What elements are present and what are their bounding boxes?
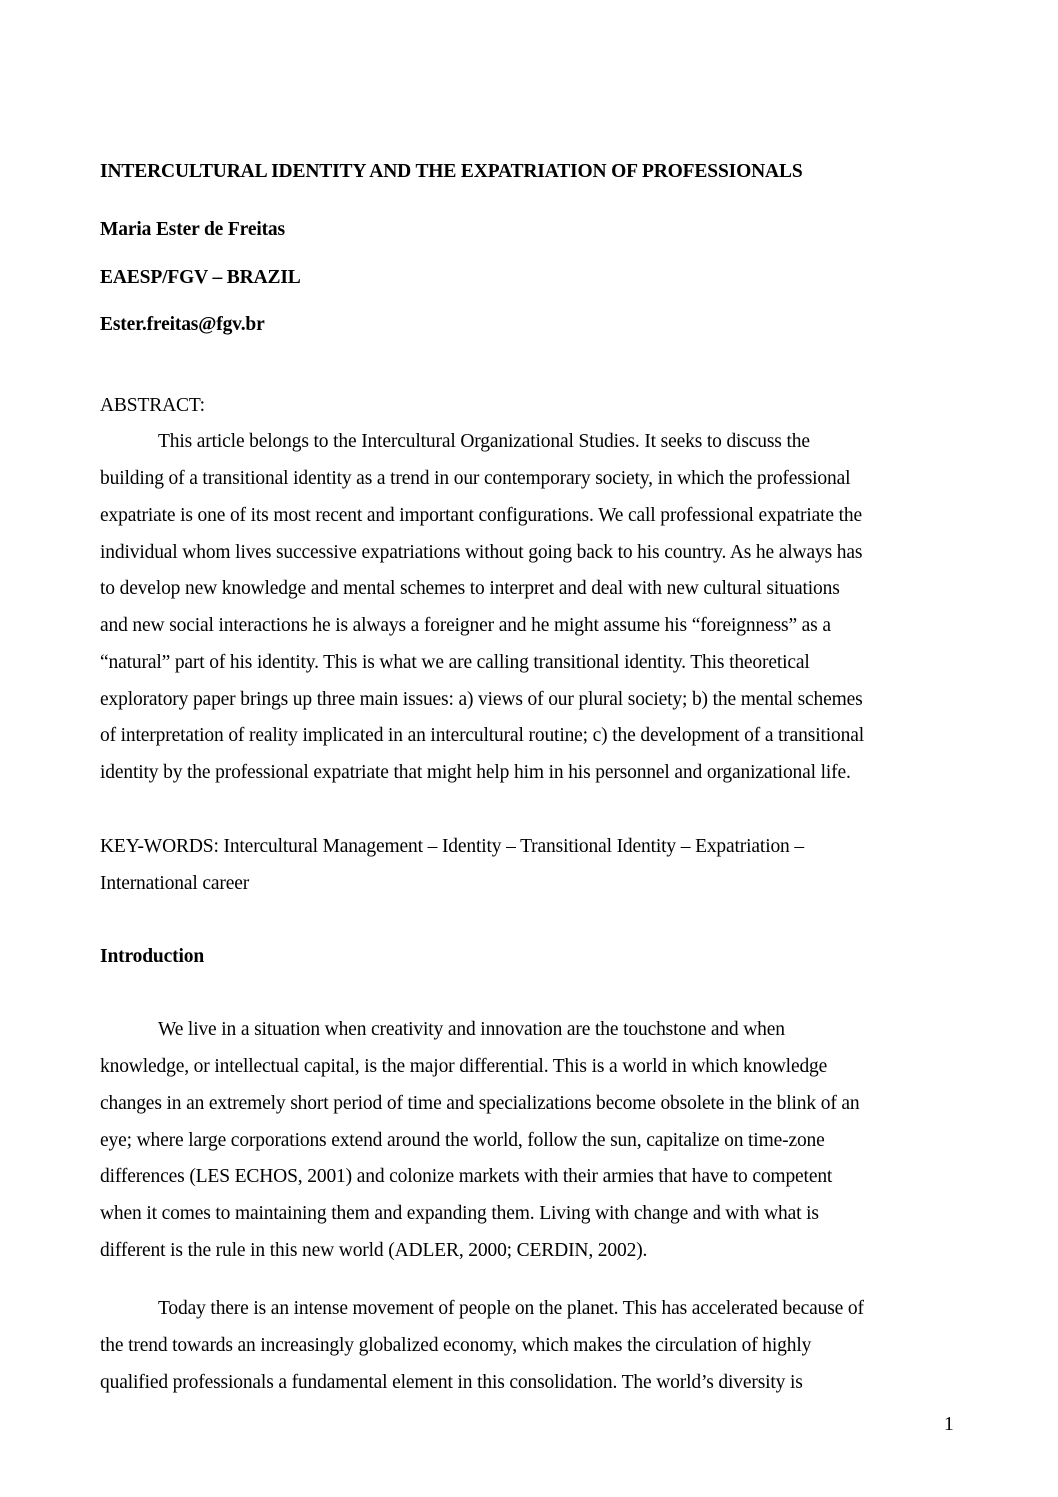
paragraph-line: We live in a situation when creativity and innovation are the touchstone and when [158,1019,785,1040]
abstract-line: exploratory paper brings up three main issues: a) views of our plural society; b) the mental schemes [100,689,863,710]
abstract-line: of interpretation of reality implicated in an intercultural routine; c) the development of a transitional [100,725,864,746]
author-name: Maria Ester de Freitas [100,219,285,240]
author-email: Ester.freitas@fgv.br [100,314,265,335]
abstract-line: and new social interactions he is always a foreigner and he might assume his “foreignness” as a [100,615,831,636]
paragraph-line: knowledge, or intellectual capital, is the major differential. This is a world in which knowledge [100,1056,828,1077]
paragraph-line: the trend towards an increasingly globalized economy, which makes the circulation of highly [100,1335,812,1356]
keywords-line: KEY-WORDS: Intercultural Management – Identity – Transitional Identity – Expatriation – [100,836,804,857]
paragraph-line: different is the rule in this new world (ADLER, 2000; CERDIN, 2002). [100,1240,648,1261]
page-number: 1 [944,1414,954,1435]
paragraph-line: eye; where large corporations extend around the world, follow the sun, capitalize on time-zone [100,1130,825,1151]
paragraph-line: Today there is an intense movement of people on the planet. This has accelerated because of [158,1298,864,1319]
paper-title: INTERCULTURAL IDENTITY AND THE EXPATRIATION OF PROFESSIONALS [100,161,803,182]
paragraph-line: differences (LES ECHOS, 2001) and colonize markets with their armies that have to competent [100,1166,833,1187]
abstract-line: “natural” part of his identity. This is what we are calling transitional identity. This theoretical [100,652,810,673]
paragraph-line: changes in an extremely short period of time and specializations become obsolete in the blink of an [100,1093,860,1114]
abstract-line: building of a transitional identity as a trend in our contemporary society, in which the professional [100,468,851,489]
abstract-heading: ABSTRACT: [100,395,205,416]
paragraph-line: when it comes to maintaining them and expanding them. Living with change and with what is [100,1203,819,1224]
abstract-line: expatriate is one of its most recent and important configurations. We call professional expatriate the [100,505,862,526]
keywords-line: International career [100,873,250,894]
abstract-line: This article belongs to the Intercultural Organizational Studies. It seeks to discuss the [158,431,810,452]
abstract-line: identity by the professional expatriate that might help him in his personnel and organizational life. [100,762,851,783]
paragraph-line: qualified professionals a fundamental element in this consolidation. The world’s diversity is [100,1372,803,1393]
abstract-line: individual whom lives successive expatriations without going back to his country. As he always has [100,542,863,563]
abstract-line: to develop new knowledge and mental schemes to interpret and deal with new cultural situations [100,578,840,599]
section-heading-introduction: Introduction [100,946,205,967]
author-affiliation: EAESP/FGV – BRAZIL [100,267,301,288]
